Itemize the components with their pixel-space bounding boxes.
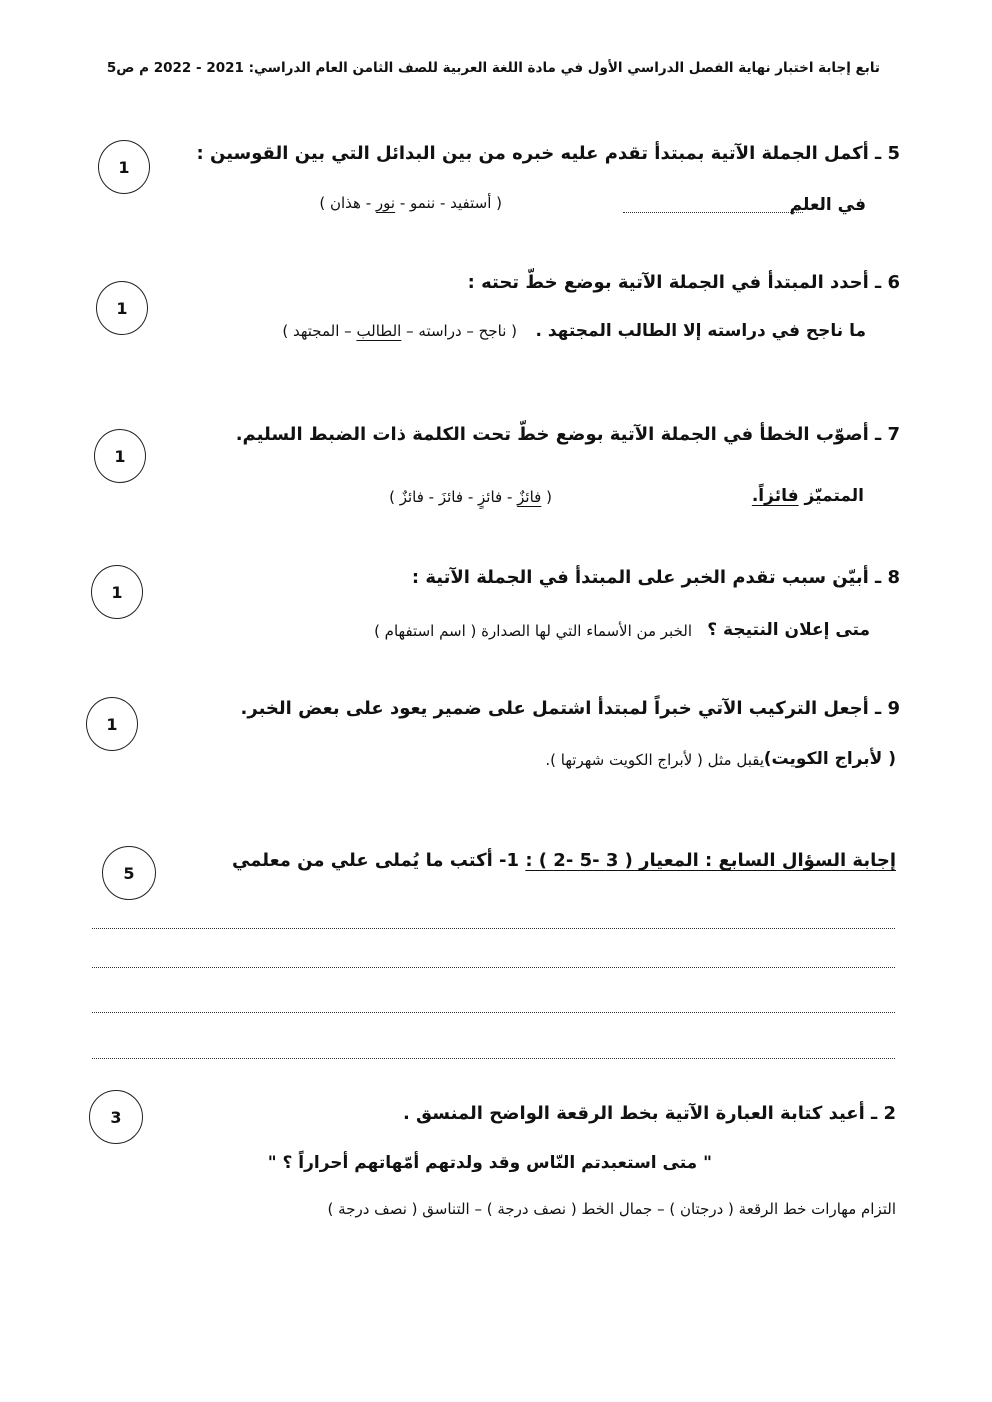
- question-7-options: [389, 488, 552, 506]
- score-circle-q8: 1: [91, 565, 143, 619]
- question-8-sentence: متى إعلان النتيجة ؟: [707, 620, 870, 640]
- question-6-title: 6 ـ أحدد المبتدأ في الجملة الآتية بوضع خطّ تحته :: [467, 272, 900, 293]
- options-open: ( ناجح – دراسته –: [406, 322, 517, 340]
- options-close: – المجتهد ): [282, 322, 352, 340]
- score-circle-q6: 1: [96, 281, 148, 335]
- writing-line-1: [92, 928, 895, 929]
- question-9-sentence: ( لأبراج الكويت): [763, 749, 896, 769]
- question-5-sentence: في العلم: [789, 195, 866, 215]
- options-close: - فائزٍ - فائزَ - فائزٌ ): [389, 488, 513, 506]
- question-9-answer: يقبل مثل ( لأبراج الكويت شهرتها ).: [545, 751, 764, 769]
- sentence-word-1: المتميّز: [804, 486, 864, 506]
- section-7-quote: " متى استعبدتم النّاس وقد ولدتهم أمّهاتهم أحراراً ؟ ": [267, 1153, 712, 1173]
- score-circle-q5: 1: [98, 140, 150, 194]
- question-5-title: 5 ـ أكمل الجملة الآتية بمبتدأ تقدم عليه خبره من بين البدائل التي بين القوسين :: [196, 143, 900, 164]
- options-close: - هذان ): [319, 194, 372, 212]
- section-7-task-1: 1- أكتب ما يُملى علي من معلمي: [231, 850, 520, 871]
- question-5-blank: [623, 212, 803, 213]
- question-8-answer: الخبر من الأسماء التي لها الصدارة ( اسم استفهام ): [374, 622, 692, 640]
- question-6-sentence: ما ناجح في دراسته إلا الطالب المجتهد .: [535, 321, 866, 341]
- section-7-task-2: 2 ـ أعيد كتابة العبارة الآتية بخط الرقعة الواضح المنسق .: [402, 1103, 896, 1124]
- section-7-heading: [232, 850, 896, 871]
- question-7-title: 7 ـ أصوّب الخطأ في الجملة الآتية بوضع خطّ تحت الكلمة ذات الضبط السليم.: [235, 424, 900, 445]
- question-6-options: [282, 322, 517, 340]
- section-7-criteria: إجابة السؤال السابع : المعيار ( 3 -5 -2 ) :: [525, 850, 896, 871]
- writing-line-3: [92, 1012, 895, 1013]
- score-circle-q9: 1: [86, 697, 138, 751]
- section-7-rubric: التزام مهارات خط الرقعة ( درجتان ) – جمال الخط ( نصف درجة ) – التناسق ( نصف درجة ): [327, 1200, 896, 1218]
- options-open: (: [546, 488, 552, 506]
- score-circle-q7: 1: [94, 429, 146, 483]
- question-7-sentence: [752, 486, 864, 506]
- sentence-word-2: فائزاً.: [751, 486, 799, 506]
- writing-line-2: [92, 967, 895, 968]
- correct-option: الطالب: [356, 322, 402, 340]
- question-8-title: 8 ـ أبيّن سبب تقدم الخبر على المبتدأ في الجملة الآتية :: [411, 567, 900, 588]
- score-circle-dictation: 5: [102, 846, 156, 900]
- correct-option: فائزٌ: [517, 488, 542, 506]
- options-open: ( أستفيد - ننمو -: [399, 194, 502, 212]
- question-5-options: [319, 194, 502, 212]
- correct-option: نور: [375, 194, 396, 212]
- score-circle-handwriting: 3: [89, 1090, 143, 1144]
- writing-line-4: [92, 1058, 895, 1059]
- question-9-title: 9 ـ أجعل التركيب الآتي خبراً لمبتدأ اشتمل على ضمير يعود على بعض الخبر.: [240, 698, 900, 719]
- page-header: تابع إجابة اختبار نهاية الفصل الدراسي الأول في مادة اللغة العربية للصف الثامن العام الدراسي: 2021 - 2022 م ص5: [106, 60, 880, 76]
